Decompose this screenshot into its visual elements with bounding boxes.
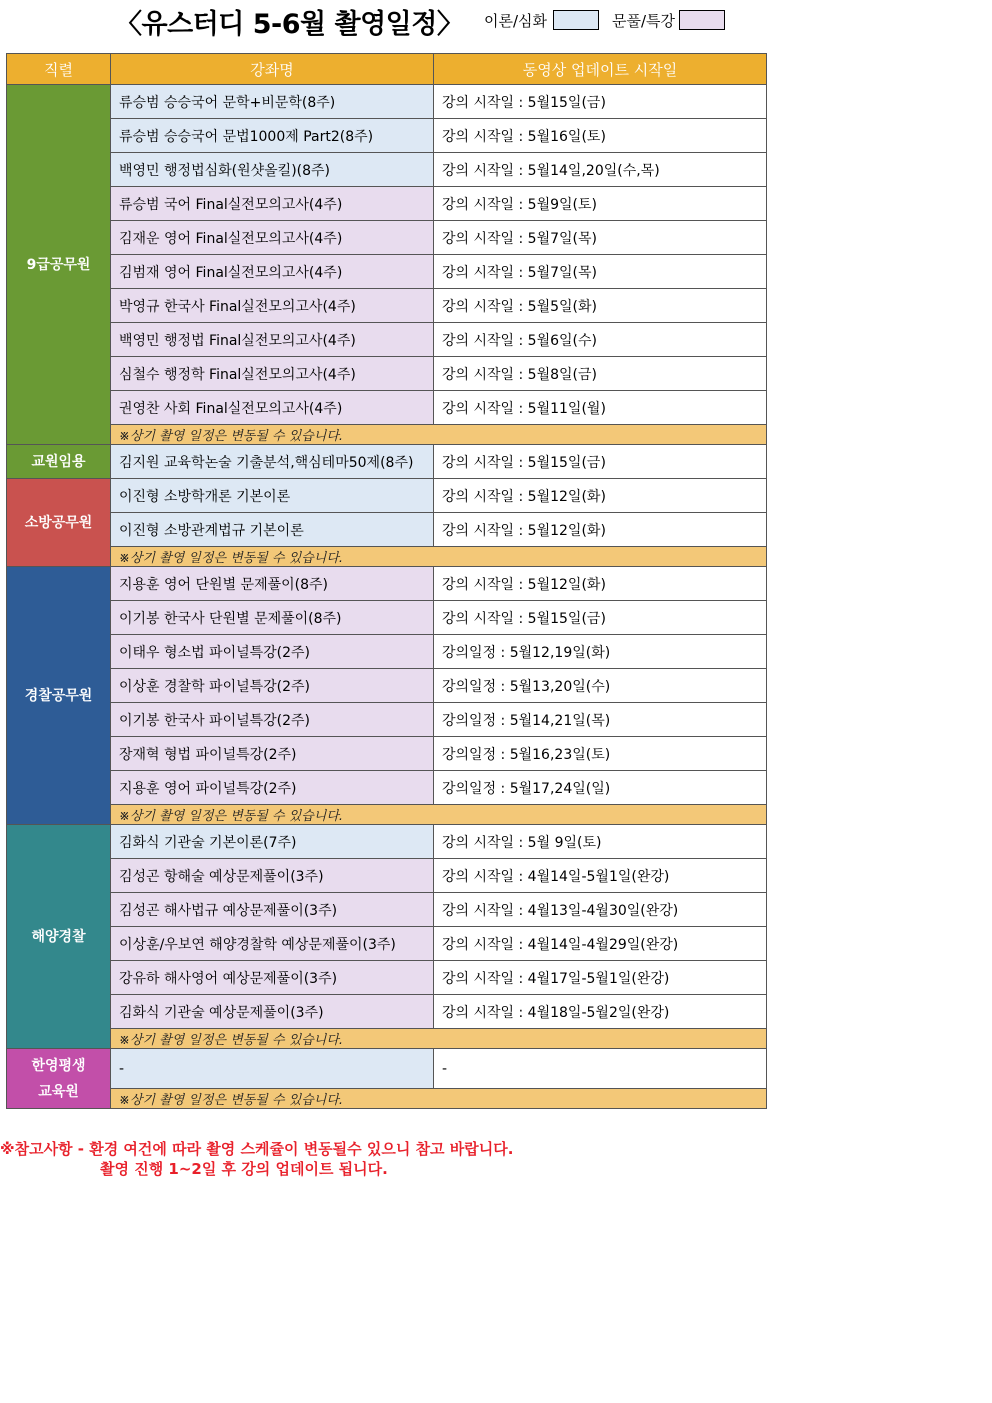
- schedule-note: ※상기 촬영 일정은 변동될 수 있습니다.: [111, 805, 767, 825]
- date-cell: 강의 시작일 : 5월9일(토): [434, 187, 767, 221]
- date-cell: 강의 시작일 : 5월12일(화): [434, 567, 767, 601]
- footnote: [0, 1139, 513, 1179]
- date-cell: 강의 시작일 : 5월7일(목): [434, 221, 767, 255]
- date-cell: 강의 시작일 : 5월15일(금): [434, 445, 767, 479]
- category-cell: [7, 445, 111, 479]
- category-cell: [7, 825, 111, 1049]
- date-cell: 강의 시작일 : 5월12일(화): [434, 513, 767, 547]
- date-cell: 강의 시작일 : 5월 9일(토): [434, 825, 767, 859]
- schedule-note-row: [7, 1029, 767, 1049]
- date-cell: 강의일정 : 5월13,20일(수): [434, 669, 767, 703]
- table-row: [7, 255, 767, 289]
- table-row: [7, 289, 767, 323]
- course-cell: 지용훈 영어 파이널특강(2주): [111, 771, 434, 805]
- course-cell: 이기봉 한국사 단원별 문제풀이(8주): [111, 601, 434, 635]
- schedule-note-row: [7, 547, 767, 567]
- course-cell: 지용훈 영어 단원별 문제풀이(8주): [111, 567, 434, 601]
- date-cell: 강의 시작일 : 4월17일-5월1일(완강): [434, 961, 767, 995]
- table-row: [7, 153, 767, 187]
- table-row: [7, 601, 767, 635]
- schedule-note: ※상기 촬영 일정은 변동될 수 있습니다.: [111, 425, 767, 445]
- date-cell: 강의일정 : 5월14,21일(목): [434, 703, 767, 737]
- course-cell: 김성곤 항해술 예상문제풀이(3주): [111, 859, 434, 893]
- course-cell: 백영민 행정법심화(원샷올킬)(8주): [111, 153, 434, 187]
- date-cell: 강의 시작일 : 5월11일(월): [434, 391, 767, 425]
- date-cell: 강의 시작일 : 5월5일(화): [434, 289, 767, 323]
- course-cell: -: [111, 1049, 434, 1089]
- table-row: [7, 1049, 767, 1089]
- footnote-line-2: 촬영 진행 1~2일 후 강의 업데이트 됩니다.: [100, 1160, 388, 1178]
- table-row: [7, 771, 767, 805]
- column-header-date: 동영상 업데이트 시작일: [434, 54, 767, 85]
- date-cell: 강의 시작일 : 5월6일(수): [434, 323, 767, 357]
- table-row: [7, 927, 767, 961]
- category-cell: [7, 479, 111, 567]
- date-cell: 강의 시작일 : 5월8일(금): [434, 357, 767, 391]
- table-row: [7, 479, 767, 513]
- course-cell: 이진형 소방학개론 기본이론: [111, 479, 434, 513]
- course-cell: 장재혁 형법 파이널특강(2주): [111, 737, 434, 771]
- table-row: [7, 567, 767, 601]
- column-header-course: 강좌명: [111, 54, 434, 85]
- date-cell: 강의 시작일 : 4월18일-5월2일(완강): [434, 995, 767, 1029]
- table-row: [7, 119, 767, 153]
- course-cell: 김성곤 해사법규 예상문제풀이(3주): [111, 893, 434, 927]
- page-title: 〈유스터디 5-6월 촬영일정〉: [115, 9, 464, 40]
- column-header-category: 직렬: [7, 54, 111, 85]
- course-cell: 심철수 행정학 Final실전모의고사(4주): [111, 357, 434, 391]
- schedule-note: ※상기 촬영 일정은 변동될 수 있습니다.: [111, 1029, 767, 1049]
- category-label: 해양경찰: [31, 928, 86, 945]
- course-cell: 류승범 국어 Final실전모의고사(4주): [111, 187, 434, 221]
- course-cell: 김지원 교육학논술 기출분석,핵심테마50제(8주): [111, 445, 434, 479]
- table-row: [7, 221, 767, 255]
- date-cell: 강의 시작일 : 5월12일(화): [434, 479, 767, 513]
- table-row: [7, 669, 767, 703]
- course-cell: 강유하 해사영어 예상문제풀이(3주): [111, 961, 434, 995]
- table-row: [7, 961, 767, 995]
- course-cell: 이기봉 한국사 파이널특강(2주): [111, 703, 434, 737]
- page-header: [0, 0, 992, 48]
- course-cell: 김재운 영어 Final실전모의고사(4주): [111, 221, 434, 255]
- date-cell: 강의 시작일 : 4월13일-4월30일(완강): [434, 893, 767, 927]
- category-label: 경찰공무원: [24, 687, 93, 704]
- category-label: 소방공무원: [24, 514, 93, 531]
- category-label: 9급공무원: [26, 256, 91, 273]
- table-row: [7, 323, 767, 357]
- legend-label-theory: 이론/심화: [484, 12, 548, 30]
- table-row: [7, 893, 767, 927]
- table-row: [7, 825, 767, 859]
- legend-swatch-special: [679, 10, 725, 30]
- course-cell: 류승범 승승국어 문학+비문학(8주): [111, 85, 434, 119]
- table-row: [7, 85, 767, 119]
- course-cell: 권영찬 사회 Final실전모의고사(4주): [111, 391, 434, 425]
- table-row: [7, 391, 767, 425]
- date-cell: 강의 시작일 : 4월14일-4월29일(완강): [434, 927, 767, 961]
- date-cell: 강의 시작일 : 4월14일-5월1일(완강): [434, 859, 767, 893]
- course-cell: 이상훈/우보연 해양경찰학 예상문제풀이(3주): [111, 927, 434, 961]
- table-row: [7, 187, 767, 221]
- date-cell: 강의 시작일 : 5월16일(토): [434, 119, 767, 153]
- table-row: [7, 995, 767, 1029]
- course-cell: 김화식 기관술 기본이론(7주): [111, 825, 434, 859]
- date-cell: 강의일정 : 5월17,24일(일): [434, 771, 767, 805]
- table-header-row: [7, 54, 767, 85]
- date-cell: 강의일정 : 5월12,19일(화): [434, 635, 767, 669]
- date-cell: 강의 시작일 : 5월15일(금): [434, 85, 767, 119]
- date-cell: 강의일정 : 5월16,23일(토): [434, 737, 767, 771]
- category-label: 교원임용: [31, 453, 86, 470]
- table-body: [7, 85, 767, 1109]
- course-cell: 김화식 기관술 예상문제풀이(3주): [111, 995, 434, 1029]
- date-cell: -: [434, 1049, 767, 1089]
- table-row: [7, 703, 767, 737]
- date-cell: 강의 시작일 : 5월7일(목): [434, 255, 767, 289]
- course-cell: 류승범 승승국어 문법1000제 Part2(8주): [111, 119, 434, 153]
- date-cell: 강의 시작일 : 5월14일,20일(수,목): [434, 153, 767, 187]
- category-cell: [7, 567, 111, 825]
- date-cell: 강의 시작일 : 5월15일(금): [434, 601, 767, 635]
- table-row: [7, 737, 767, 771]
- course-cell: 이상훈 경찰학 파이널특강(2주): [111, 669, 434, 703]
- footnote-line-1: ※참고사항 - 환경 여건에 따라 촬영 스케쥴이 변동될수 있으니 참고 바랍니다.: [0, 1140, 514, 1158]
- category-cell: [7, 1049, 111, 1109]
- schedule-note: ※상기 촬영 일정은 변동될 수 있습니다.: [111, 1089, 767, 1109]
- legend-label-special: 문풀/특강: [612, 12, 676, 30]
- category-cell: [7, 85, 111, 445]
- category-label: 한영평생: [31, 1057, 86, 1074]
- course-cell: 이진형 소방관계법규 기본이론: [111, 513, 434, 547]
- table-row: [7, 513, 767, 547]
- course-cell: 김범재 영어 Final실전모의고사(4주): [111, 255, 434, 289]
- schedule-note-row: [7, 1089, 767, 1109]
- table-row: [7, 357, 767, 391]
- course-cell: 백영민 행정법 Final실전모의고사(4주): [111, 323, 434, 357]
- schedule-note: ※상기 촬영 일정은 변동될 수 있습니다.: [111, 547, 767, 567]
- schedule-note-row: [7, 805, 767, 825]
- course-cell: 이태우 형소법 파이널특강(2주): [111, 635, 434, 669]
- category-label: 교육원: [38, 1083, 79, 1100]
- course-cell: 박영규 한국사 Final실전모의고사(4주): [111, 289, 434, 323]
- legend-swatch-theory: [553, 10, 599, 30]
- schedule-table: [6, 53, 767, 1109]
- table-row: [7, 635, 767, 669]
- table-row: [7, 445, 767, 479]
- schedule-note-row: [7, 425, 767, 445]
- table-row: [7, 859, 767, 893]
